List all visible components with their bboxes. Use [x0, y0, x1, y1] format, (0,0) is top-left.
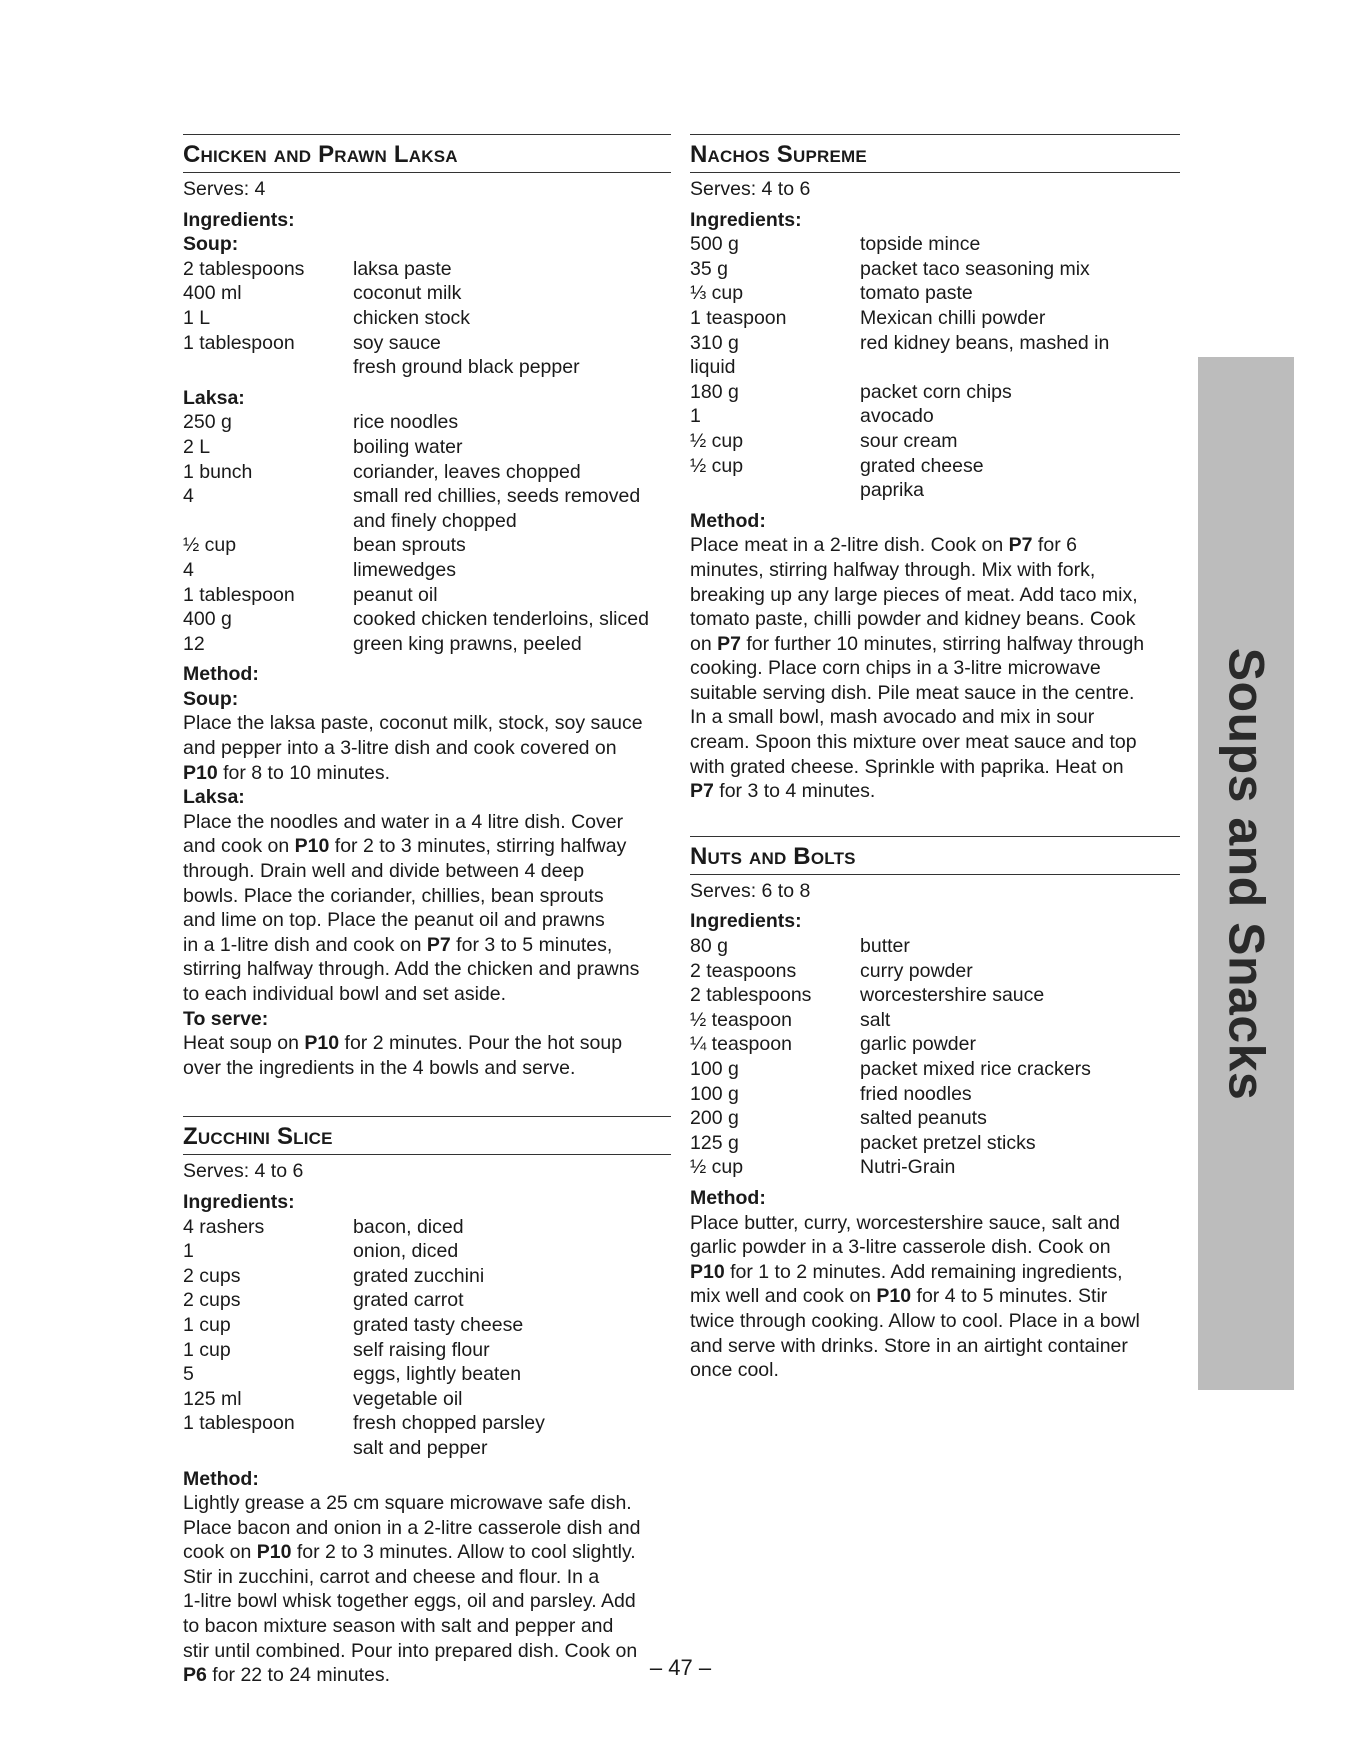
- ingredient-row: [690, 1155, 1180, 1180]
- method-line: stirring halfway through. Add the chicken and prawns: [183, 958, 640, 981]
- ingredient-name: worcestershire sauce: [860, 984, 1045, 1007]
- recipe-spacer: [690, 804, 1180, 836]
- ingredient-quantity: 500 g: [690, 233, 739, 256]
- ingredient-name: green king prawns, peeled: [353, 632, 582, 655]
- method-section-label: Soup:: [183, 687, 239, 710]
- ingredient-row: [690, 331, 1180, 356]
- ingredient-name: sour cream: [860, 429, 958, 452]
- ingredient-quantity: 100 g: [690, 1058, 739, 1080]
- ingredient-quantity: 4 rashers: [183, 1215, 265, 1238]
- ingredient-name: cooked chicken tenderloins, sliced: [353, 608, 649, 631]
- serves-text: Serves: 4: [183, 178, 266, 200]
- ingredient-row: [690, 257, 1180, 282]
- recipe-title: Nuts and Bolts: [690, 836, 1180, 875]
- ingredient-row: [183, 1288, 671, 1313]
- ingredient-row: [183, 1387, 671, 1412]
- ingredient-name: garlic powder: [860, 1033, 976, 1056]
- ingredient-row: [690, 281, 1180, 306]
- method-label: Method:: [183, 663, 259, 686]
- ingredient-quantity: 1 tablespoon: [183, 1412, 295, 1435]
- ingredient-row: [690, 355, 1180, 380]
- ingredient-name: small red chillies, seeds removed: [353, 485, 641, 508]
- method-line: Place the laksa paste, coconut milk, stock, soy sauce: [183, 712, 643, 735]
- method-line: bowls. Place the coriander, chillies, bean sprouts: [183, 884, 604, 907]
- ingredient-row: [183, 558, 671, 583]
- ingredient-name: tomato paste: [860, 282, 973, 305]
- ingredient-quantity: 1: [183, 1240, 194, 1263]
- ingredient-name: bean sprouts: [353, 534, 466, 557]
- ingredient-quantity: ¼ teaspoon: [690, 1033, 792, 1056]
- method-line: Heat soup on P10 for 2 minutes. Pour the hot soup: [183, 1032, 623, 1055]
- method-line: once cool.: [690, 1359, 779, 1382]
- ingredient-name: [860, 355, 1180, 380]
- method-line: over the ingredients in the 4 bowls and serve.: [183, 1056, 576, 1079]
- ingredient-row: [690, 1008, 1180, 1033]
- recipe-title: Zucchini Slice: [183, 1116, 671, 1155]
- ingredient-name: red kidney beans, mashed in: [860, 331, 1110, 354]
- ingredient-name: grated cheese: [860, 454, 984, 477]
- method-line: garlic powder in a 3-litre casserole dish. Cook on: [690, 1236, 1111, 1259]
- ingredient-quantity: 2 cups: [183, 1289, 241, 1312]
- left-column: [183, 134, 671, 1688]
- ingredient-row: [183, 410, 671, 435]
- method-label: Method:: [183, 1467, 259, 1490]
- method-line: and serve with drinks. Store in an airtight container: [690, 1334, 1128, 1357]
- ingredient-name: self raising flour: [353, 1338, 490, 1361]
- recipe-title: Nachos Supreme: [690, 134, 1180, 173]
- ingredient-name: boiling water: [353, 435, 463, 458]
- ingredient-row: [183, 355, 671, 380]
- recipe: [183, 134, 671, 1080]
- ingredient-quantity: 1: [690, 405, 701, 428]
- right-column: [690, 134, 1180, 1383]
- method-line: Place meat in a 2-litre dish. Cook on P7 for 6: [690, 534, 1077, 557]
- ingredient-quantity: 1 cup: [183, 1313, 231, 1336]
- ingredient-row: [690, 1032, 1180, 1057]
- method-line: to bacon mixture season with salt and pepper and: [183, 1615, 614, 1638]
- ingredient-row: [690, 478, 1180, 503]
- ingredient-quantity: 2 L: [183, 435, 211, 458]
- ingredient-name: soy sauce: [353, 331, 441, 354]
- ingredient-name: and finely chopped: [353, 509, 517, 532]
- ingredient-quantity: 2 cups: [183, 1264, 241, 1287]
- method-line: and pepper into a 3-litre dish and cook covered on: [183, 737, 617, 760]
- method-line: breaking up any large pieces of meat. Add taco mix,: [690, 583, 1138, 606]
- ingredient-name: rice noodles: [353, 411, 459, 434]
- ingredient-quantity: 12: [183, 632, 205, 655]
- ingredient-name: coconut milk: [353, 282, 462, 305]
- ingredient-name: salt: [860, 1008, 891, 1031]
- method-line: In a small bowl, mash avocado and mix in sour: [690, 706, 1095, 729]
- ingredient-row: [183, 1436, 671, 1461]
- ingredient-name: peanut oil: [353, 583, 438, 606]
- ingredient-row: [183, 1411, 671, 1436]
- method-line: with grated cheese. Sprinkle with paprika. Heat on: [690, 755, 1124, 778]
- method-line: and lime on top. Place the peanut oil and prawns: [183, 909, 605, 932]
- ingredient-row: [183, 306, 671, 331]
- ingredient-row: [690, 1131, 1180, 1156]
- ingredient-quantity: ½ teaspoon: [690, 1008, 792, 1031]
- ingredient-name: curry powder: [860, 959, 973, 982]
- method-line: P10 for 8 to 10 minutes.: [183, 761, 391, 784]
- ingredients-label: Ingredients:: [690, 208, 802, 231]
- ingredient-row: [183, 331, 671, 356]
- ingredient-name: fresh ground black pepper: [353, 356, 580, 379]
- ingredients-label: Ingredients:: [183, 1190, 295, 1213]
- ingredient-name: bacon, diced: [353, 1215, 464, 1238]
- method-label: Method:: [690, 1186, 766, 1209]
- method-line: Place butter, curry, worcestershire sauce, salt and: [690, 1211, 1120, 1234]
- ingredient-row: [183, 484, 671, 509]
- ingredient-quantity: [183, 1436, 353, 1461]
- ingredient-quantity: 400 ml: [183, 282, 242, 305]
- method-section-label: Laksa:: [183, 786, 245, 809]
- ingredient-quantity: liquid: [690, 356, 736, 379]
- ingredient-quantity: ½ cup: [183, 534, 237, 557]
- ingredient-name: onion, diced: [353, 1240, 459, 1263]
- ingredient-quantity: 400 g: [183, 608, 232, 631]
- method-line: and cook on P10 for 2 to 3 minutes, stirring halfway: [183, 835, 627, 858]
- method-line: twice through cooking. Allow to cool. Place in a bowl: [690, 1309, 1140, 1332]
- ingredient-row: [690, 983, 1180, 1008]
- ingredient-quantity: ½ cup: [690, 1156, 744, 1179]
- ingredient-name: packet mixed rice crackers: [860, 1058, 1091, 1080]
- ingredient-name: salted peanuts: [860, 1107, 987, 1130]
- ingredient-row: [183, 1313, 671, 1338]
- ingredient-row: [690, 429, 1180, 454]
- ingredient-quantity: 125 ml: [183, 1387, 242, 1410]
- ingredient-name: vegetable oil: [353, 1387, 463, 1410]
- ingredient-row: [183, 607, 671, 632]
- ingredient-row: [183, 281, 671, 306]
- ingredient-quantity: 4: [183, 485, 194, 508]
- method-line: suitable serving dish. Pile meat sauce in the centre.: [690, 681, 1135, 704]
- ingredient-row: [183, 460, 671, 485]
- method-section-label: To serve:: [183, 1007, 269, 1030]
- ingredient-row: [183, 509, 671, 534]
- method-line: cook on P10 for 2 to 3 minutes. Allow to cool slightly.: [183, 1541, 636, 1564]
- ingredient-quantity: 250 g: [183, 411, 232, 434]
- recipe: [183, 1116, 671, 1687]
- ingredient-quantity: 2 tablespoons: [690, 984, 812, 1007]
- method-line: on P7 for further 10 minutes, stirring halfway through: [690, 632, 1145, 655]
- ingredient-name: coriander, leaves chopped: [353, 460, 581, 483]
- ingredient-name: limewedges: [353, 558, 456, 581]
- ingredient-row: [690, 232, 1180, 257]
- serves-text: Serves: 4 to 6: [183, 1160, 304, 1183]
- page-number: – 47 –: [649, 1655, 712, 1680]
- ingredient-row: [690, 1106, 1180, 1131]
- ingredient-name: fresh chopped parsley: [353, 1412, 545, 1435]
- ingredient-list: [183, 410, 671, 656]
- method-line: minutes, stirring halfway through. Mix with fork,: [690, 558, 1096, 581]
- ingredient-name: avocado: [860, 405, 934, 428]
- ingredient-name: grated tasty cheese: [353, 1313, 524, 1336]
- ingredient-name: eggs, lightly beaten: [353, 1363, 522, 1386]
- method-line: P7 for 3 to 4 minutes.: [690, 780, 876, 803]
- serves-text: Serves: 6 to 8: [690, 879, 811, 902]
- method-line: Place the noodles and water in a 4 litre dish. Cover: [183, 810, 624, 833]
- ingredient-quantity: 125 g: [690, 1131, 739, 1154]
- method-line: P10 for 1 to 2 minutes. Add remaining ingredients,: [690, 1260, 1123, 1283]
- ingredient-row: [690, 1082, 1180, 1107]
- ingredient-row: [183, 435, 671, 460]
- ingredient-list: [183, 257, 671, 380]
- serves-text: Serves: 4 to 6: [690, 178, 811, 200]
- ingredient-quantity: 1 bunch: [183, 460, 253, 483]
- ingredient-row: [183, 1362, 671, 1387]
- ingredient-name: Nutri-Grain: [860, 1156, 956, 1179]
- ingredient-name: packet pretzel sticks: [860, 1131, 1036, 1154]
- ingredient-quantity: [690, 478, 860, 503]
- ingredient-row: [690, 454, 1180, 479]
- ingredient-name: paprika: [860, 479, 924, 502]
- ingredient-list: [183, 1215, 671, 1461]
- ingredient-quantity: 1 tablespoon: [183, 331, 295, 354]
- ingredient-group-label: Soup:: [183, 233, 239, 256]
- ingredient-row: [183, 632, 671, 657]
- ingredient-quantity: 1 teaspoon: [690, 306, 787, 329]
- method-line: Place bacon and onion in a 2-litre casserole dish and: [183, 1516, 641, 1539]
- ingredient-name: packet taco seasoning mix: [860, 257, 1090, 280]
- ingredients-label: Ingredients:: [183, 208, 295, 231]
- ingredient-name: grated carrot: [353, 1289, 464, 1312]
- ingredient-quantity: 200 g: [690, 1107, 739, 1130]
- ingredient-row: [690, 959, 1180, 984]
- ingredient-quantity: 2 tablespoons: [183, 257, 305, 280]
- ingredient-row: [690, 380, 1180, 405]
- ingredient-row: [183, 1215, 671, 1240]
- ingredient-quantity: 1 L: [183, 306, 211, 329]
- ingredient-quantity: 100 g: [690, 1082, 739, 1105]
- ingredient-name: packet corn chips: [860, 380, 1012, 403]
- ingredient-name: laksa paste: [353, 257, 452, 280]
- ingredient-quantity: 1 tablespoon: [183, 583, 295, 606]
- ingredient-list: [690, 934, 1180, 1180]
- ingredient-row: [690, 306, 1180, 331]
- method-line: 1-litre bowl whisk together eggs, oil and parsley. Add: [183, 1590, 636, 1613]
- ingredient-quantity: 35 g: [690, 257, 728, 280]
- recipe: [690, 134, 1180, 804]
- ingredient-quantity: 5: [183, 1363, 194, 1386]
- method-line: through. Drain well and divide between 4 deep: [183, 860, 585, 883]
- ingredient-quantity: 180 g: [690, 380, 739, 403]
- method-line: in a 1-litre dish and cook on P7 for 3 to 5 minutes,: [183, 933, 613, 956]
- ingredient-list: [690, 232, 1180, 503]
- method-line: cooking. Place corn chips in a 3-litre microwave: [690, 657, 1101, 680]
- method-line: stir until combined. Pour into prepared dish. Cook on: [183, 1639, 638, 1662]
- ingredient-quantity: 4: [183, 558, 194, 581]
- method-line: to each individual bowl and set aside.: [183, 983, 507, 1005]
- ingredient-row: [183, 257, 671, 282]
- ingredient-name: chicken stock: [353, 306, 471, 329]
- recipe-spacer: [183, 1080, 671, 1116]
- ingredient-quantity: 310 g: [690, 331, 739, 354]
- ingredient-row: [183, 533, 671, 558]
- method-line: mix well and cook on P10 for 4 to 5 minutes. Stir: [690, 1285, 1108, 1308]
- ingredient-row: [690, 934, 1180, 959]
- ingredient-quantity: ⅓ cup: [690, 282, 744, 305]
- ingredient-quantity: ½ cup: [690, 454, 744, 477]
- ingredient-row: [183, 1264, 671, 1289]
- ingredient-name: topside mince: [860, 233, 981, 256]
- section-tab: [1198, 357, 1294, 1390]
- ingredient-row: [183, 1338, 671, 1363]
- method-line: tomato paste, chilli powder and kidney beans. Cook: [690, 608, 1136, 631]
- ingredient-row: [183, 583, 671, 608]
- ingredient-name: butter: [860, 935, 910, 958]
- method-line: P6 for 22 to 24 minutes.: [183, 1664, 391, 1687]
- method-line: Lightly grease a 25 cm square microwave safe dish.: [183, 1492, 632, 1515]
- ingredient-quantity: [183, 355, 353, 380]
- ingredients-label: Ingredients:: [690, 910, 802, 933]
- method-line: cream. Spoon this mixture over meat sauce and top: [690, 731, 1137, 754]
- ingredient-quantity: [183, 509, 353, 534]
- section-tab-label: Soups and Snacks: [1218, 647, 1274, 1100]
- ingredient-row: [690, 1057, 1180, 1082]
- method-label: Method:: [690, 509, 766, 532]
- recipe: [690, 836, 1180, 1383]
- ingredient-name: grated zucchini: [353, 1264, 485, 1287]
- ingredient-quantity: 1 cup: [183, 1338, 231, 1361]
- ingredient-row: [690, 404, 1180, 429]
- ingredient-name: Mexican chilli powder: [860, 306, 1046, 329]
- ingredient-name: fried noodles: [860, 1082, 972, 1105]
- ingredient-quantity: 80 g: [690, 935, 728, 958]
- method-line: Stir in zucchini, carrot and cheese and flour. In a: [183, 1565, 600, 1588]
- recipe-title: Chicken and Prawn Laksa: [183, 134, 671, 173]
- ingredient-row: [183, 1239, 671, 1264]
- ingredient-quantity: ½ cup: [690, 429, 744, 452]
- ingredient-name: salt and pepper: [353, 1436, 488, 1459]
- ingredient-quantity: 2 teaspoons: [690, 959, 797, 982]
- ingredient-group-label: Laksa:: [183, 386, 245, 409]
